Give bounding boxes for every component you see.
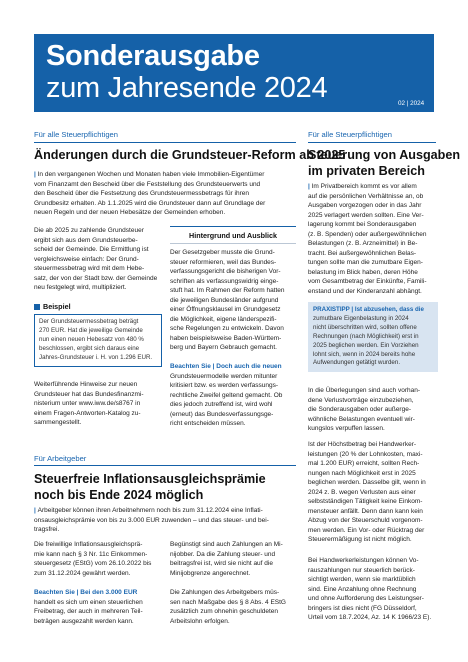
example-heading: Beispiel [34, 302, 71, 311]
issue-number: 02 | 2024 [398, 100, 425, 107]
article2-kicker: Für Arbeitgeber [34, 454, 87, 463]
practice-tip-box: PRAXISTIPP | Ist abzusehen, dass die zumutbare Eigenbelastung in 2024 nicht überschritten wird, sollten offene Rechnungen (nach Möglichkeit) erst in 2025 beglichen werden. Ein Vorziehen lohnt sich, wenn in 2024 bereits hohe Aufwendungen getätigt wurden. [308, 302, 438, 372]
article3-intro: | Im Privatbereich kommt es vor allem auf die persönlichen Verhältnisse an, ob Ausgaben vorgezogen oder in das Jahr 2025 verlagert werden sollten. Eine Ver- lagerung kommt bei Sonderausgaben (z. B. Spenden) oder außergewöhnlichen Belastungen (z. B. Arzneimittel) in Be- tracht. Bei außergewöhnlichen Belas- tungen sollte man die zumutbare Eigen- belastung im Blick haben, deren Höhe vom Gesamtbetrag der Einkünfte, Famili- enstand und der Kinderanzahl abhängt. [308, 183, 427, 295]
article2-col1-note: Beachten Sie | Bei den 3.000 EUR handelt es sich um einen steuerlichen Freibetrag, der auch in mehreren Teil- beträgen ausgezahlt werden kann. [34, 589, 143, 625]
newsletter-title: Sonderausgabe [46, 40, 260, 72]
article3-para2: In die Überlegungen sind auch vorhan- dene Verlustvorträge einzubeziehen, die Sonderausgaben oder außerge- wöhnliche Belastungen eventuell wir- kungslos verpuffen lassen. [308, 387, 421, 432]
newsletter-subtitle: zum Jahresende 2024 [46, 72, 328, 104]
article2-col2-b: Die Zahlungen des Arbeitgebers müs- sen nach Maßgabe des § 8 Abs. 4 EStG zusätzlich zum ohnehin geschuldeten Arbeitslohn erfolgen. [170, 589, 286, 625]
article1-headline: Änderungen durch die Grundsteuer-Reform ab 2025 [34, 148, 346, 162]
background-box-top-rule [170, 226, 296, 227]
article2-col1: Die freiwillige Inflationsausgleichsprä- mie kann nach § 3 Nr. 11c Einkommen- steuergesetz (EStG) vom 26.10.2022 bis zum 31.12.2024 gewährt werden. [34, 541, 152, 577]
article3-top-rule [308, 142, 436, 143]
background-box-divider [170, 243, 296, 244]
background-box-heading: Hintergrund und Ausblick [189, 231, 277, 240]
article3-para4: Bei Handwerkerleistungen können Vo- rauszahlungen nur steuerlich berück- sichtigt werden, wenn sie marktüblich sind. Eine Anzahlung ohne Rechnung und ohne Aufforderung des Leistungser- bringers ist dies nicht (FG Düsseldorf, Urteil vom 18.7.2024, Az. 14 K 1966/23 E). [308, 557, 432, 621]
article3-para3: Ist der Höchstbetrag bei Handwerker- leistungen (20 % der Lohnkosten, maxi- mal 1.200 EUR) erreicht, sollten Rech- nungen nach Möglichkeit erst in 2025 beglichen werden. Dasselbe gilt, wenn in 2024 z. B. wegen Verlusten aus einer selbstständigen Tätigkeit keine Einkom- mensteuer anfällt. Denn dann kann kein Abzug von der Steuerschuld vorgenom- men werden. Ein Vor- oder Rücktrag der Steuerermäßigung ist nicht möglich. [308, 441, 426, 543]
article1-top-rule [34, 142, 296, 143]
article1-intro: | In den vergangenen Wochen und Monaten haben viele Immobilien-Eigentümer vom Finanzamt den Bescheid über die Feststellung des Grundsteuerwerts und den Bescheid über die Festsetzung des Grundsteuermessbetrags für ihren Grundbesitz erhalten. Ab 1.1.2025 wird die Grundsteuer dann auf Grundlage der neuen Regeln und der neuen Hebesätze der Gemeinden erhoben. [34, 171, 266, 216]
article2-intro: | Arbeitgeber können ihren Arbeitnehmern noch bis zum 31.12.2024 eine Inflati- onsausgleichsprämie von bis zu 3.000 EUR zuwenden – und das steuer- und bei- tragsfrei. [34, 507, 269, 533]
article3-kicker: Für alle Steuerpflichtigen [308, 130, 392, 139]
article2-headline: Steuerfreie Inflationsausgleichsprämie noch bis Ende 2024 möglich [34, 472, 266, 502]
article1-left-column: Die ab 2025 zu zahlende Grundsteuer ergibt sich aus dem Grundsteuerbe- scheid der Gemeinde. Die Ermittlung ist vergleichsweise einfach: Der Grund- steuermessbetrag wird mit dem Hebe- satz, der von der Stadt bzw. der Gemeinde neu festgelegt wird, multipliziert. [34, 227, 158, 291]
background-text: Der Gesetzgeber musste die Grund- steuer reformieren, weil das Bundes- verfassungsgericht die bisherigen Vor- schriften als verfassungswidrig einge- stuft hat. Im Rahmen der Reform hatten die jeweiligen Bundesländer aufgrund einer Öffnungsklausel im Grundgesetz die Möglichkeit, eigene länderspezifi- sche Regelungen zu entwickeln. Davon haben beispielsweise Baden-Württem- berg und Bayern Gebrauch gemacht. [170, 249, 285, 351]
article3-headline: Steuerung von Ausgaben im privaten Bereich [308, 148, 461, 178]
article2-top-rule [34, 465, 296, 466]
article1-kicker: Für alle Steuerpflichtigen [34, 130, 118, 139]
note-paragraph: Beachten Sie | Doch auch die neuen Grundsteuermodelle werden mitunter kritisiert bzw. es werden verfassungs- rechtliche Zweifel geltend gemacht. Ob dies jedoch zutreffend ist, wird wohl (erneut) das Bundesverfassungsge- richt entscheiden müssen. [170, 363, 283, 427]
square-bullet-icon [34, 304, 40, 310]
further-hints: Weiterführende Hinweise zur neuen Grundsteuer hat das Bundesfinanzmi- nisterium unter www.iww.de/s8767 in einem Fragen-Antworten-Katalog zu- sammengestellt. [34, 381, 144, 426]
example-box: Der Grundsteuermessbetrag beträgt 270 EUR. Hat die jeweilige Gemeinde nun einen neuen Hebesatz von 480 % beschlossen, ergibt sich daraus eine Jahres-Grundsteuer i. H. von 1.296 EUR. [34, 314, 162, 367]
article2-col2: Begünstigt sind auch Zahlungen an Mi- nijobber. Da die Zahlung steuer- und beitragsfrei ist, wird sie nicht auf die Minijobgrenze angerechnet. [170, 541, 283, 577]
